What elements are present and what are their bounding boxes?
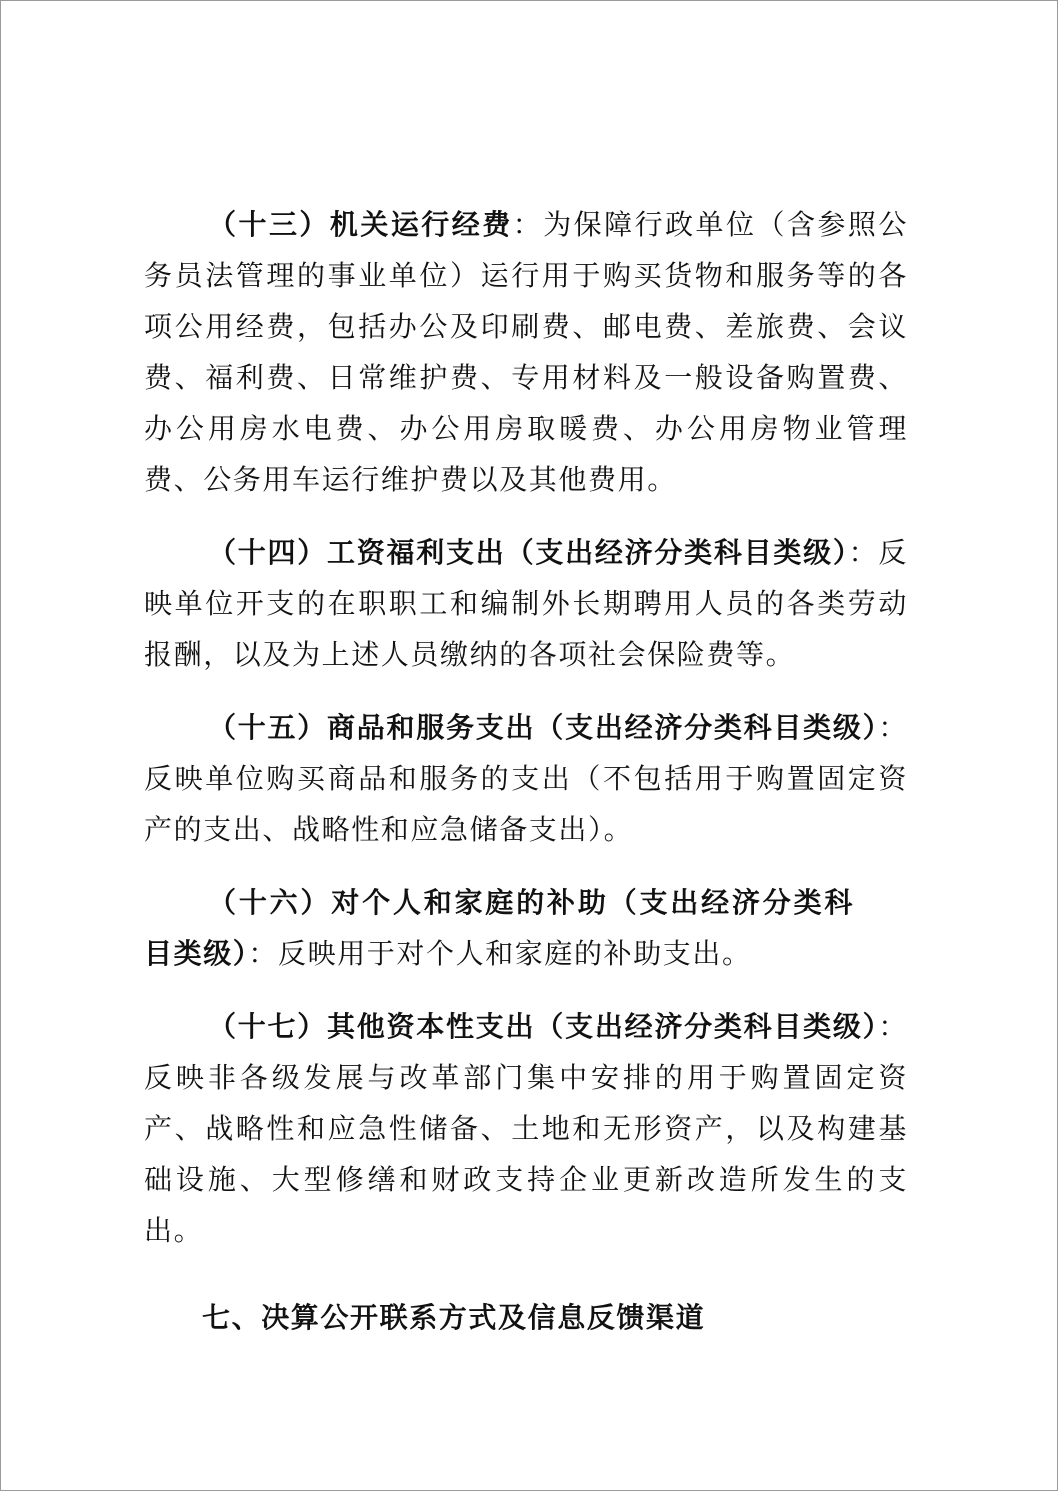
paragraph-17 <box>144 1001 908 1256</box>
paragraph-14-body: ：反映单位开支的在职职工和编制外长期聘用人员的各类劳动报酬，以及为上述人员缴纳的各项社会保险费等。 <box>144 536 908 671</box>
paragraph-13-body: ：为保障行政单位（含参照公务员法管理的事业单位）运行用于购买货物和服务等的各项公用经费，包括办公及印刷费、邮电费、差旅费、会议费、福利费、日常维护费、专用材料及一般设备购置费、办公用房水电费、办公用房取暖费、办公用房物业管理费、公务用车运行维护费以及其他费用。 <box>144 208 908 496</box>
paragraph-16 <box>144 877 854 979</box>
paragraph-14-heading: （十四）工资福利支出（支出经济分类科目类级） <box>208 536 849 569</box>
paragraph-15-body: ：反映单位购买商品和服务的支出（不包括用于购置固定资产的支出、战略性和应急储备支出）。 <box>144 711 908 846</box>
paragraph-15-heading: （十五）商品和服务支出（支出经济分类科目类级） <box>208 711 879 744</box>
paragraph-16-body: ：反映用于对个人和家庭的补助支出。 <box>248 937 752 970</box>
page-content <box>144 199 908 1343</box>
section-heading: 七、决算公开联系方式及信息反馈渠道 <box>202 1301 706 1334</box>
paragraph-13-heading: （十三）机关运行经费 <box>208 208 513 241</box>
paragraph-17-heading: （十七）其他资本性支出（支出经济分类科目类级） <box>208 1010 879 1043</box>
paragraph-14 <box>144 527 908 680</box>
paragraph-15 <box>144 702 908 855</box>
paragraph-17-body: ：反映非各级发展与改革部门集中安排的用于购置固定资产、战略性和应急性储备、土地和无形资产，以及构建基础设施、大型修缮和财政支持企业更新改造所发生的支出。 <box>144 1010 908 1247</box>
paragraph-13 <box>144 199 908 505</box>
paragraph-16-heading: （十六）对个人和家庭的补助（支出经济分类科目类级） <box>144 886 854 970</box>
